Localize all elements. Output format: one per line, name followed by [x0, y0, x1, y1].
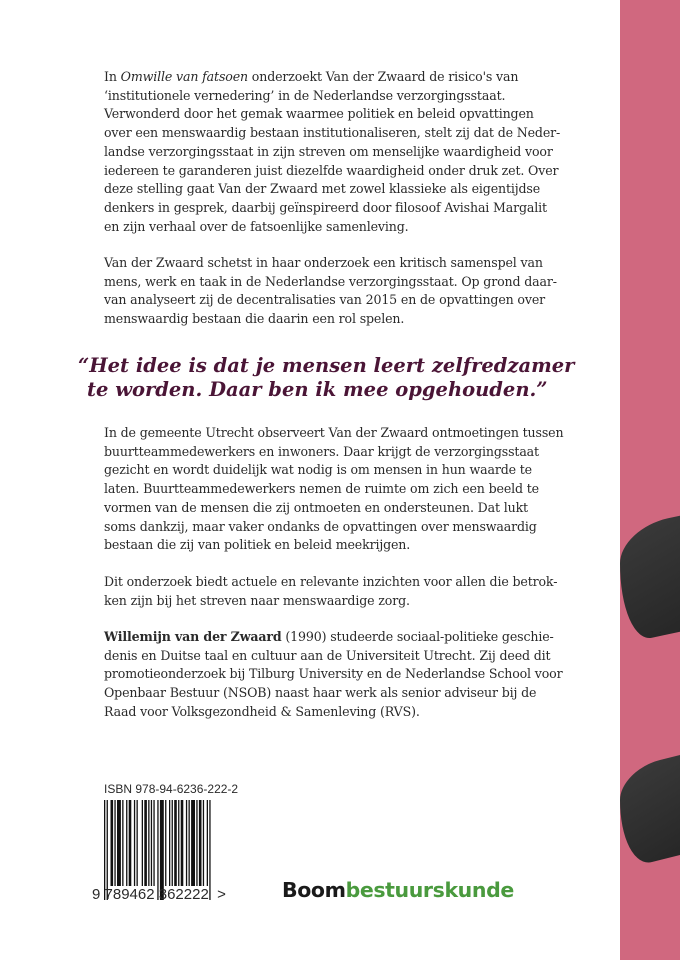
text-line: Van der Zwaard schetst in haar onderzoek een kritisch samenspel van [104, 255, 543, 270]
barcode-bar [137, 800, 138, 886]
text-line: iedereen te garanderen juist diezelfde waardigheid onder druk zet. Over [104, 162, 559, 178]
barcode-bar [172, 800, 173, 886]
barcode-bar [186, 800, 187, 886]
text: onderzoekt Van der Zwaard de risico's van [247, 69, 519, 84]
barcode-bar [129, 800, 132, 886]
second-paragraph [104, 254, 557, 329]
barcode [104, 800, 230, 900]
text-line: van analyseert zij de decentralisaties van 2015 en de opvattingen over [104, 292, 546, 308]
publisher-logo [282, 878, 514, 902]
barcode-bar [144, 800, 147, 886]
text: (1990) studeerde sociaal-politieke geschie- [281, 629, 554, 644]
pull-quote [78, 354, 574, 402]
barcode-bar [207, 800, 208, 886]
barcode-bar [126, 800, 127, 886]
text-line: promotieonderzoek bij Tilburg University en de Nederlandse School voor [104, 666, 563, 682]
text-line: Raad voor Volksgezondheid & Samenleving (RVS). [104, 703, 420, 719]
publisher-name-part2: bestuurskunde [345, 878, 514, 902]
text-line: gezicht en wordt duidelijk wat nodig is om mensen in hun waarde te [104, 462, 532, 478]
text: In [104, 69, 121, 84]
text-line: over een menswaardig bestaan institutionaliseren, stelt zij dat de Neder- [104, 125, 561, 141]
barcode-bar [203, 800, 204, 886]
barcode-bar [199, 800, 202, 886]
barcode-bar [165, 800, 166, 886]
author-name: Willemijn van der Zwaard [104, 629, 282, 644]
barcode-bar [122, 800, 123, 886]
text-line: ken zijn bij het streven naar menswaardige zorg. [104, 592, 410, 608]
text-line: bestaan die zij van politiek en beleid meekrijgen. [104, 537, 411, 553]
barcode-bar [104, 800, 105, 900]
text-line: landse verzorgingsstaat in zijn streven om menselijke waardigheid voor [104, 143, 553, 159]
barcode-bar [107, 800, 108, 900]
author-bio [104, 628, 563, 722]
barcode-bar [169, 800, 170, 886]
barcode-bar [134, 800, 135, 886]
text-line: In de gemeente Utrecht observeert Van der Zwaard ontmoetingen tussen [104, 425, 564, 440]
text-line: laten. Buurtteammedewerkers nemen de ruimte om zich een beeld te [104, 481, 539, 497]
barcode-digits: 9 789462 362222 > [92, 886, 226, 903]
barcode-bar [148, 800, 149, 886]
barcode-bar [209, 800, 210, 900]
barcode-bar [189, 800, 190, 886]
text-line: denkers in gesprek, daarbij geïnspireerd door filosoof Avishai Margalit [104, 199, 547, 215]
barcode-bar [111, 800, 114, 886]
text-line: vormen van de mensen die zij ontmoeten en ondersteunen. Dat lukt [104, 499, 528, 515]
barcode-bar [157, 800, 158, 900]
text-line: Verwonderd door het gemak waarmee politiek en beleid opvattingen [104, 106, 534, 122]
publisher-name-part1: Boom [282, 878, 346, 902]
barcode-bar [181, 800, 184, 886]
barcode-bar [196, 800, 197, 886]
third-paragraph [104, 424, 563, 555]
isbn-label: ISBN 978-94-6236-222-2 [104, 782, 239, 796]
barcode-bar [191, 800, 195, 886]
barcode-bar [153, 800, 154, 886]
intro-paragraph [104, 68, 560, 236]
barcode-bar [114, 800, 115, 886]
barcode-bar [142, 800, 143, 886]
quote-line: “Het idee is dat je mensen leert zelfredzamer [78, 354, 575, 377]
text-line: buurtteammedewerkers en inwoners. Daar krijgt de verzorgingsstaat [104, 443, 539, 459]
text-line: denis en Duitse taal en cultuur aan de Universiteit Utrecht. Zij deed dit [104, 647, 551, 663]
text-line: soms dankzij, maar vaker ondanks de opvattingen over menswaardig [104, 518, 537, 534]
text-line: en zijn verhaal over de fatsoenlijke samenleving. [104, 218, 409, 234]
quote-line: te worden. Daar ben ik mee opgehouden.” [87, 378, 548, 401]
text-line: mens, werk en taak in de Nederlandse verzorgingsstaat. Op grond daar- [104, 273, 557, 289]
barcode-bar [178, 800, 179, 886]
barcode-bar [174, 800, 177, 886]
barcode-bar [160, 800, 164, 900]
text-line: Dit onderzoek biedt actuele en relevante inzichten voor allen die betrok- [104, 574, 558, 589]
fourth-paragraph [104, 573, 557, 610]
barcode-bar [151, 800, 152, 886]
text-line: Openbaar Bestuur (NSOB) naast haar werk als senior adviseur bij de [104, 685, 537, 701]
text-line: menswaardig bestaan die daarin een rol spelen. [104, 311, 405, 327]
text-line: ‘institutionele vernedering’ in de Nederlandse verzorgingsstaat. [104, 87, 506, 103]
book-title: Omwille van fatsoen [120, 69, 248, 84]
barcode-bar [117, 800, 121, 886]
text-line: deze stelling gaat Van der Zwaard met zowel klassieke als eigentijdse [104, 181, 541, 197]
